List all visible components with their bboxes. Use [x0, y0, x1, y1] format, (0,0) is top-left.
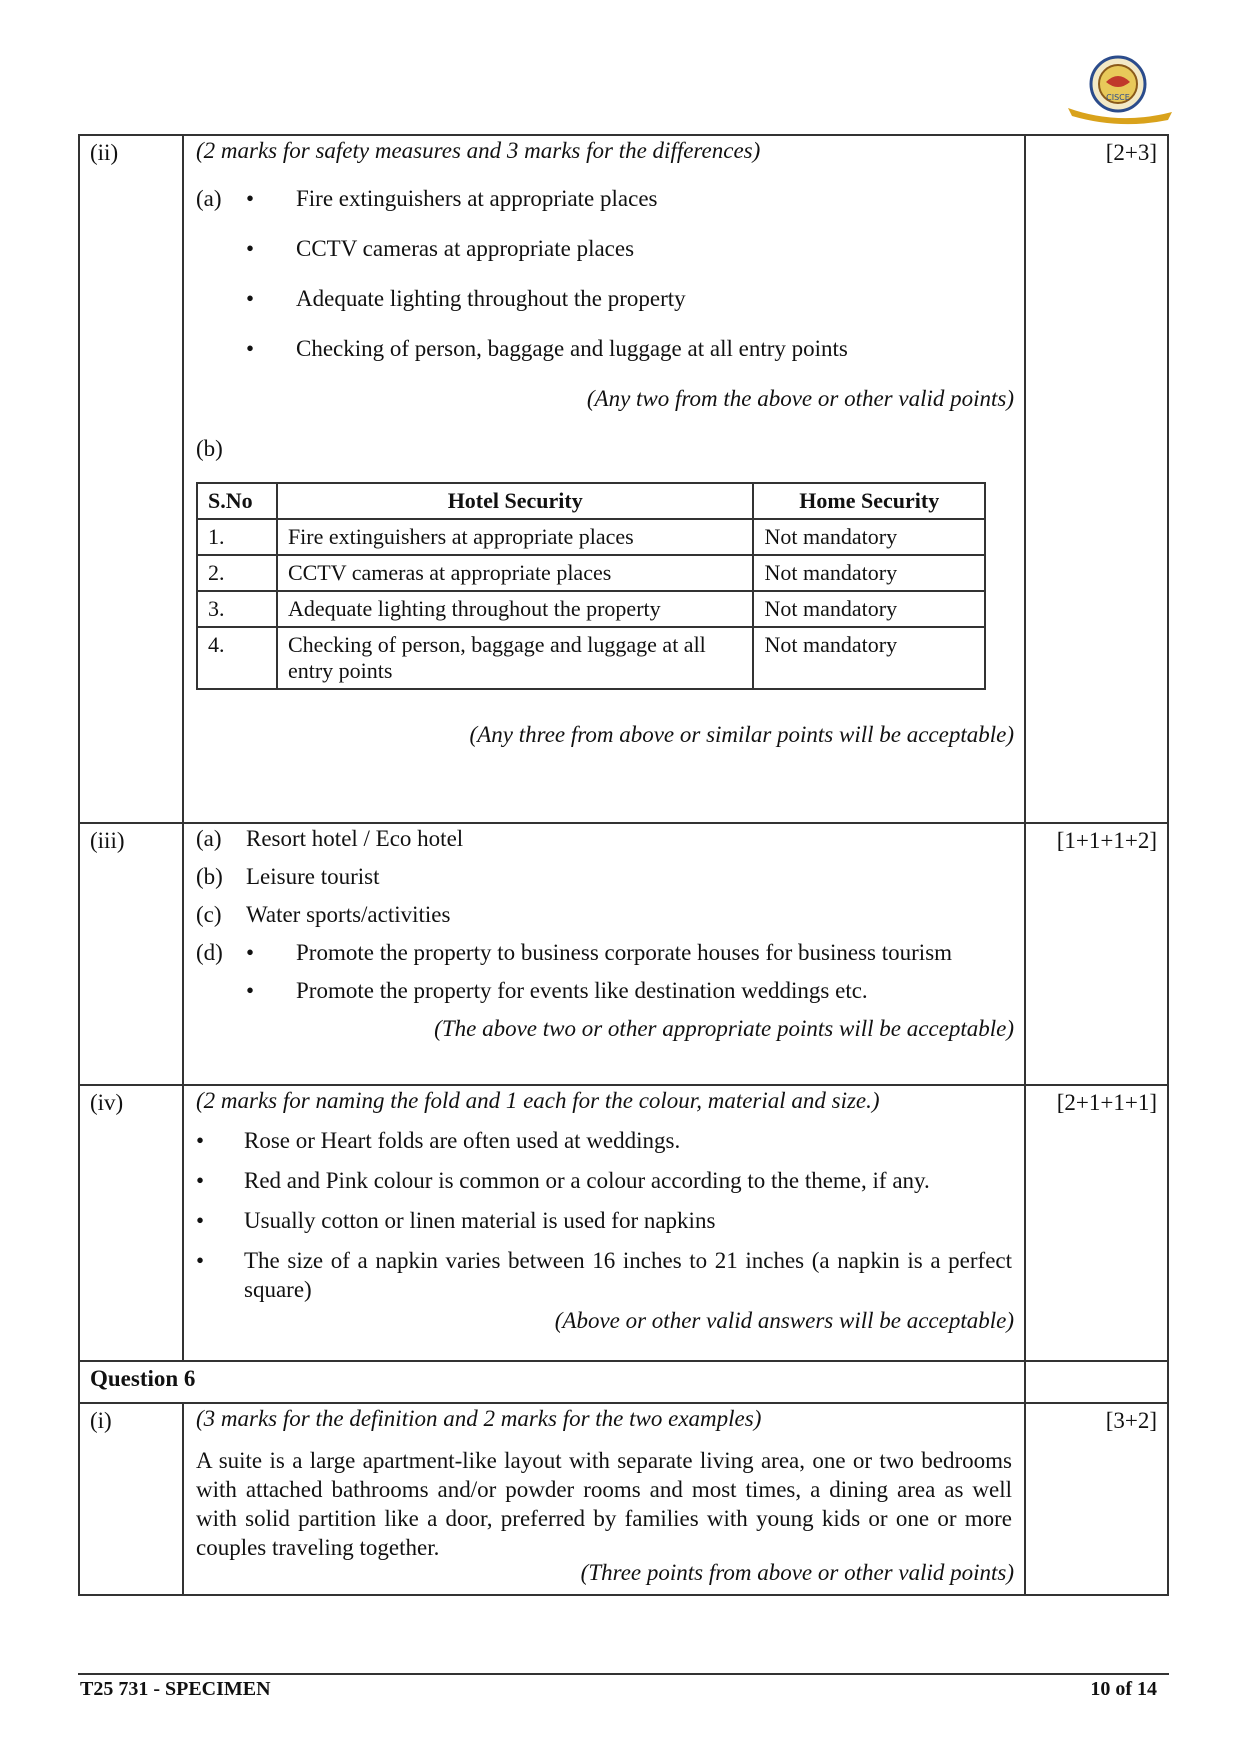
table-cell: Adequate lighting throughout the property: [277, 591, 754, 627]
part-label: (a): [196, 826, 222, 851]
answer-text: Resort hotel / Eco hotel: [246, 826, 464, 851]
table-cell: 2.: [197, 555, 277, 591]
bullet-icon: •: [246, 236, 255, 261]
answer-cell: [184, 136, 1026, 822]
part-label: (d): [196, 940, 223, 965]
marks-allocation: [2+3]: [1105, 140, 1157, 165]
part-label-a: (a): [196, 186, 222, 211]
row-question-6-header: [78, 1360, 1169, 1402]
answer-cell: [184, 1086, 1026, 1360]
header-home-security: Home Security: [753, 483, 985, 519]
table-row: [197, 627, 985, 689]
acceptance-note: (The above two or other appropriate points will be acceptable): [434, 1016, 1014, 1041]
marks-instruction: (2 marks for naming the fold and 1 each for the colour, material and size.): [196, 1088, 880, 1113]
table-cell: 3.: [197, 591, 277, 627]
list-item: Red and Pink colour is common or a colour according to the theme, if any.: [244, 1168, 930, 1193]
bullet-icon: •: [196, 1168, 205, 1193]
row-q5-ii: [78, 134, 1169, 822]
bullet-icon: •: [246, 978, 255, 1003]
table-cell: CCTV cameras at appropriate places: [277, 555, 754, 591]
acceptance-note: (Any two from the above or other valid points): [586, 386, 1014, 411]
marks-instruction: (3 marks for the definition and 2 marks for the two examples): [196, 1406, 762, 1431]
table-cell: Not mandatory: [753, 519, 985, 555]
bullet-icon: •: [246, 186, 255, 211]
question-title: Question 6: [80, 1362, 1026, 1402]
header-sno: S.No: [197, 483, 277, 519]
part-label: (c): [196, 902, 222, 927]
table-header-row: [197, 483, 985, 519]
list-item: Rose or Heart folds are often used at weddings.: [244, 1128, 681, 1153]
table-cell: Fire extinguishers at appropriate places: [277, 519, 754, 555]
table-row: [197, 555, 985, 591]
list-item: Checking of person, baggage and luggage at all entry points: [296, 336, 848, 361]
paper-code: T25 731 - SPECIMEN: [80, 1678, 271, 1700]
question-number: (iv): [80, 1086, 184, 1360]
answer-cell: [184, 1404, 1026, 1594]
table-cell: Not mandatory: [753, 591, 985, 627]
part-label: (b): [196, 864, 223, 889]
header-hotel-security: Hotel Security: [277, 483, 754, 519]
list-item: CCTV cameras at appropriate places: [296, 236, 635, 261]
definition-text: A suite is a large apartment-like layout with separate living area, one or two bedrooms with attached bathrooms and/or powder rooms and most times, a dining area as well with solid partition like a door, preferred by families with young kids or one or more couples traveling together.: [196, 1448, 1012, 1560]
table-cell: Checking of person, baggage and luggage at all entry points: [277, 627, 754, 689]
table-row: [197, 591, 985, 627]
list-item: Adequate lighting throughout the property: [296, 286, 686, 311]
answer-text: Water sports/activities: [246, 902, 451, 927]
acceptance-note: (Above or other valid answers will be acceptable): [554, 1308, 1014, 1333]
table-cell: Not mandatory: [753, 627, 985, 689]
row-q5-iii: [78, 822, 1169, 1084]
marks-allocation: [2+1+1+1]: [1056, 1090, 1157, 1115]
list-item: Usually cotton or linen material is used for napkins: [244, 1208, 716, 1233]
question-number: (ii): [80, 136, 184, 822]
marks-allocation: [3+2]: [1105, 1408, 1157, 1433]
part-label-b: (b): [196, 436, 223, 461]
page-number: 10 of 14: [1090, 1678, 1157, 1700]
row-q6-i: [78, 1402, 1169, 1596]
security-comparison-table: [196, 482, 986, 690]
row-q5-iv: [78, 1084, 1169, 1360]
list-item: Fire extinguishers at appropriate places: [296, 186, 658, 211]
bullet-icon: •: [196, 1248, 205, 1273]
bullet-icon: •: [196, 1208, 205, 1233]
bullet-icon: •: [246, 336, 255, 361]
bullet-icon: •: [246, 286, 255, 311]
acceptance-note: (Any three from above or similar points will be acceptable): [469, 722, 1014, 747]
bullet-icon: •: [196, 1128, 205, 1153]
footer-divider: [78, 1673, 1169, 1675]
acceptance-note: (Three points from above or other valid points): [580, 1560, 1014, 1585]
logo-text: CISCE: [1106, 93, 1130, 102]
marks-allocation: [1+1+1+2]: [1056, 828, 1157, 853]
marks-instruction: (2 marks for safety measures and 3 marks for the differences): [196, 138, 761, 163]
list-item: The size of a napkin varies between 16 inches to 21 inches (a napkin is a perfect square): [244, 1248, 1012, 1302]
question-number: (iii): [80, 824, 184, 1084]
table-cell: 1.: [197, 519, 277, 555]
cisce-logo: [1062, 52, 1178, 128]
list-item: Promote the property to business corporate houses for business tourism: [296, 940, 953, 965]
marking-scheme-grid: [78, 134, 1169, 1660]
table-cell: 4.: [197, 627, 277, 689]
list-item: Promote the property for events like destination weddings etc.: [296, 978, 868, 1003]
answer-text: Leisure tourist: [246, 864, 380, 889]
table-row: [197, 519, 985, 555]
question-number: (i): [80, 1404, 184, 1594]
bullet-icon: •: [246, 940, 255, 965]
table-cell: Not mandatory: [753, 555, 985, 591]
answer-cell: [184, 824, 1026, 1084]
